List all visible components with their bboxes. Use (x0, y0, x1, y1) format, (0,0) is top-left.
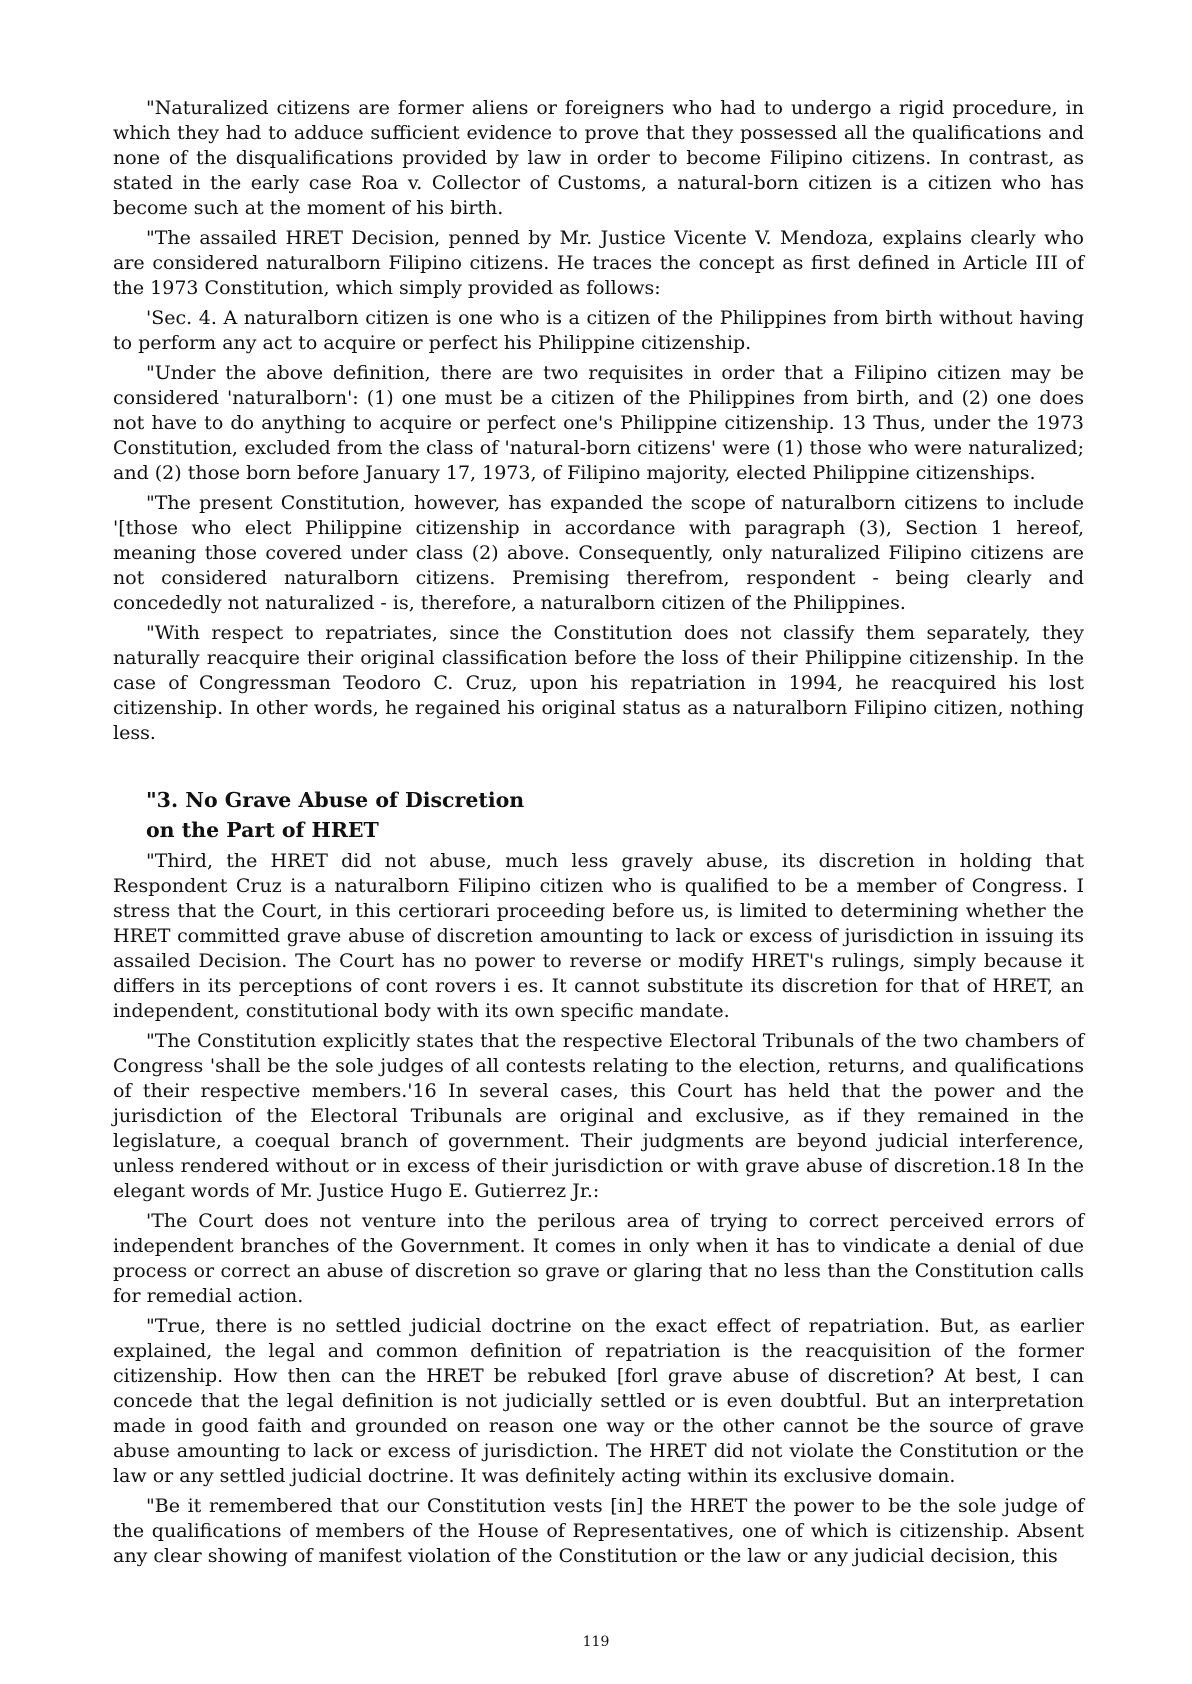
paragraph-requisites: "Under the above definition, there are two requisites in order that a Filipino citizen may be considered 'naturalborn': (1) one must be a citizen of the Philippines from birth, and (2) one does not have to do anything to acquire or perfect one's Philippine citizenship. 13 Thus, under the 1973 Constitution, excluded from the class of 'natural-born citizens' were (1) those who were naturalized; and (2) those born before January 17, 1973, of Filipino majority, elected Philippine citizenships. (113, 362, 1084, 484)
section-heading (146, 785, 1084, 845)
section-heading-line-2: on the Part of HRET (146, 818, 379, 842)
paragraph-court-venture-quote: 'The Court does not venture into the perilous area of trying to correct perceived errors of independent branches of the Government. It comes in only when it has to vindicate a denial of due process or correct an abuse of discretion so grave or glaring that no less than the Constitution calls for remedial action. (113, 1210, 1084, 1307)
paragraph-present-constitution: "The present Constitution, however, has expanded the scope of naturalborn citizens to include '[those who elect Philippine citizenship in accordance with paragraph (3), Section 1 hereof, meaning those covered under class (2) above. Consequently, only naturalized Filipino citizens are not considered naturalborn citizens. Premising therefrom, respondent - being clearly and concededly not naturalized - is, therefore, a naturalborn citizen of the Philippines. (113, 492, 1084, 614)
document-body (113, 96, 1084, 1574)
paragraph-third-hret: "Third, the HRET did not abuse, much less gravely abuse, its discretion in holding that Respondent Cruz is a naturalborn Filipino citizen who is qualified to be a member of Congress. I stress that the Court, in this certiorari proceeding before us, is limited to determining whether the HRET committed grave abuse of discretion amounting to lack or excess of jurisdiction in issuing its assailed Decision. The Court has no power to reverse or modify HRET's rulings, simply because it differs in its perceptions of cont rovers i es. It cannot substitute its discretion for that of HRET, an independent, constitutional body with its own specific mandate. (113, 850, 1084, 1022)
paragraph-be-it-remembered: "Be it remembered that our Constitution vests [in] the HRET the power to be the sole judge of the qualifications of members of the House of Representatives, one of which is citizenship. Absent any clear showing of manifest violation of the Constitution or the law or any judicial decision, this (113, 1495, 1084, 1567)
paragraph-no-settled-doctrine: "True, there is no settled judicial doctrine on the exact effect of repatriation. But, as earlier explained, the legal and common definition of repatriation is the reacquisition of the former citizenship. How then can the HRET be rebuked [forl grave abuse of discretion? At best, I can concede that the legal definition is not judicially settled or is even doubtful. But an interpretation made in good faith and grounded on reason one way or the other cannot be the source of grave abuse amounting to lack or excess of jurisdiction. The HRET did not violate the Constitution or the law or any settled judicial doctrine. It was definitely acting within its exclusive domain. (113, 1315, 1084, 1487)
section-heading-line-1: "3. No Grave Abuse of Discretion (146, 788, 525, 812)
paragraph-hret-decision: "The assailed HRET Decision, penned by Mr. Justice Vicente V. Mendoza, explains clearly who are considered naturalborn Filipino citizens. He traces the concept as first defined in Article III of the 1973 Constitution, which simply provided as follows: (113, 227, 1084, 299)
paragraph-sec-4-quote: 'Sec. 4. A naturalborn citizen is one who is a citizen of the Philippines from birth without having to perform any act to acquire or perfect his Philippine citizenship. (113, 307, 1084, 354)
paragraph-repatriates: "With respect to repatriates, since the Constitution does not classify them separately, they naturally reacquire their original classification before the loss of their Philippine citizenship. In the case of Congressman Teodoro C. Cruz, upon his repatriation in 1994, he reacquired his lost citizenship. In other words, he regained his original status as a naturalborn Filipino citizen, nothing less. (113, 622, 1084, 744)
page-number: 119 (582, 1634, 610, 1650)
paragraph-naturalized-citizens: "Naturalized citizens are former aliens or foreigners who had to undergo a rigid procedure, in which they had to adduce sufficient evidence to prove that they possessed all the qualifications and none of the disqualifications provided by law in order to become Filipino citizens. In contrast, as stated in the early case Roa v. Collector of Customs, a natural-born citizen is a citizen who has become such at the moment of his birth. (113, 97, 1084, 219)
paragraph-electoral-tribunals: "The Constitution explicitly states that the respective Electoral Tribunals of the two chambers of Congress 'shall be the sole judges of all contests relating to the election, returns, and qualifications of their respective members.'16 In several cases, this Court has held that the power and the jurisdiction of the Electoral Tribunals are original and exclusive, as if they remained in the legislature, a coequal branch of government. Their judgments are beyond judicial interference, unless rendered without or in excess of their jurisdiction or with grave abuse of discretion.18 In the elegant words of Mr. Justice Hugo E. Gutierrez Jr.: (113, 1030, 1084, 1202)
